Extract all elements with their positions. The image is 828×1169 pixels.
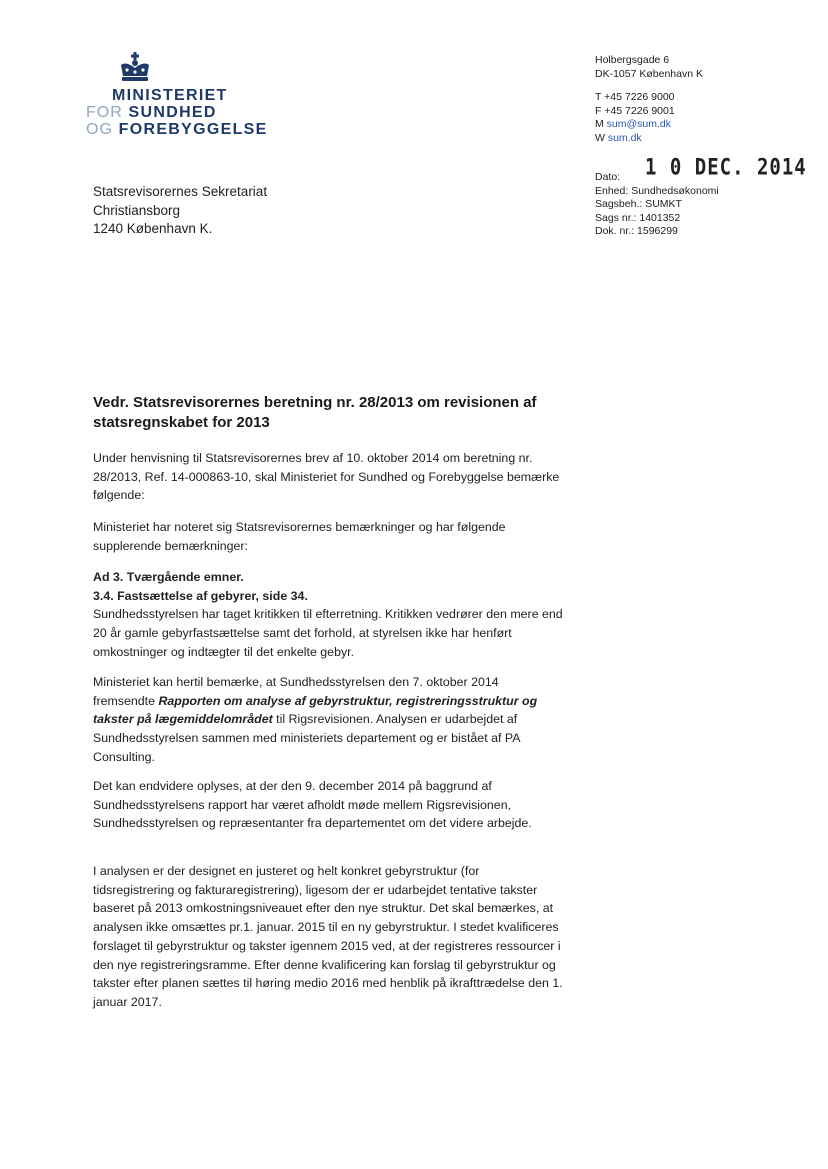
report-title: Rapporten om analyse af gebyrstruktur, registreringsstruktur og takster på lægemiddelområdet bbox=[93, 693, 538, 727]
document-number: Dok. nr.: 1596299 bbox=[595, 225, 678, 237]
logo-line-forebyggelse: OG FOREBYGGELSE bbox=[86, 121, 268, 138]
logo-line-sundhed: FOR SUNDHED bbox=[86, 104, 217, 121]
date-label: Dato: bbox=[595, 171, 621, 183]
contact-web: W sum.dk bbox=[595, 131, 642, 144]
contact-details bbox=[595, 91, 675, 145]
contact-address bbox=[595, 54, 703, 81]
web-link[interactable]: sum.dk bbox=[607, 131, 642, 144]
paragraph-2: Ministeriet har noteret sig Statsrevisorernes bemærkninger og har følgende supplerende bemærkninger: bbox=[93, 520, 506, 553]
mail-link[interactable]: sum@sum.dk bbox=[606, 118, 672, 130]
contact-mail: M sum@sum.dk bbox=[595, 118, 672, 130]
recipient-address bbox=[93, 183, 267, 239]
contact-city: DK-1057 København K bbox=[595, 67, 703, 80]
recipient-line-1: Statsrevisorernes Sekretariat bbox=[93, 184, 268, 199]
contact-phone: T +45 7226 9000 bbox=[595, 91, 675, 103]
case-meta bbox=[595, 171, 719, 239]
caseworker: Sagsbeh.: SUMKT bbox=[595, 198, 682, 210]
paragraph-5: Det kan endvidere oplyses, at der den 9. december 2014 på baggrund af Sundhedsstyrelsens rapport har været afholdt møde mellem Rigsrevisionen, Sundhedsstyrelsen og repræsentanter fra departementet om det videre arbejde. bbox=[93, 779, 532, 831]
logo-line-ministeriet: MINISTERIET bbox=[112, 87, 228, 104]
case-number: Sags nr.: 1401352 bbox=[595, 211, 681, 224]
crown-icon bbox=[118, 52, 152, 84]
unit: Enhed: Sundhedsøkonomi bbox=[595, 184, 719, 197]
heading-3-4: 3.4. Fastsættelse af gebyrer, side 34. bbox=[93, 588, 308, 603]
paragraph-6: I analysen er der designet en justeret og helt konkret gebyrstruktur (for tidsregistrering og fakturaregistrering), ligesom der er udarbejdet tentative takster baseret på 2013 omkostningsniveauet efter den nye struktur. Det skal bemærkes, at analysen ikke omsættes pr.1. januar. 2015 til en ny gebyrstruktur. I stedet kvalificeres forslaget til gebyrstruktur og takster igennem 2015 ved, at der registreres ressourcer i den nye registreringsramme. Efter denne kvalificering kan forslag til gebyrstruktur og takster efter planen sættes til høring medio 2016 med henblik på ikrafttrædelse den 1. januar 2017. bbox=[93, 864, 563, 1009]
recipient-line-3: 1240 København K. bbox=[93, 221, 213, 236]
section-ad3 bbox=[93, 568, 563, 662]
contact-street: Holbergsgade 6 bbox=[595, 54, 670, 66]
contact-fax: F +45 7226 9001 bbox=[595, 104, 675, 117]
paragraph-1: Under henvisning til Statsrevisorernes brev af 10. oktober 2014 om beretning nr. 28/2013, Ref. 14-000863-10, skal Ministeriet for Sundhed og Forebyggelse bemærke følgende: bbox=[93, 451, 560, 503]
letter-subject: Vedr. Statsrevisorernes beretning nr. 28/2013 om revisionen af statsregnskabet for 2013 bbox=[93, 394, 537, 431]
paragraph-3: Sundhedsstyrelsen har taget kritikken til efterretning. Kritikken vedrører den mere end 20 år gamle gebyrfastsættelse samt det forhold, at styrelsen ikke har henført omkostninger og indtægter til det enkelte gebyr. bbox=[93, 607, 563, 659]
date-stamp: 1 0 DEC. 2014 bbox=[645, 155, 807, 181]
recipient-line-2: Christiansborg bbox=[93, 202, 181, 218]
heading-ad3: Ad 3. Tværgående emner. bbox=[93, 570, 244, 584]
paragraph-4: Ministeriet kan hertil bemærke, at Sundhedsstyrelsen den 7. oktober 2014 fremsendte Rapporten om analyse af gebyrstruktur, registreringsstruktur og takster på lægemiddelområdet til Rigsrevisionen. Analysen er udarbejdet af Sundhedsstyrelsen sammen med ministeriets departement og er bistået af PA Consulting. bbox=[93, 675, 538, 764]
